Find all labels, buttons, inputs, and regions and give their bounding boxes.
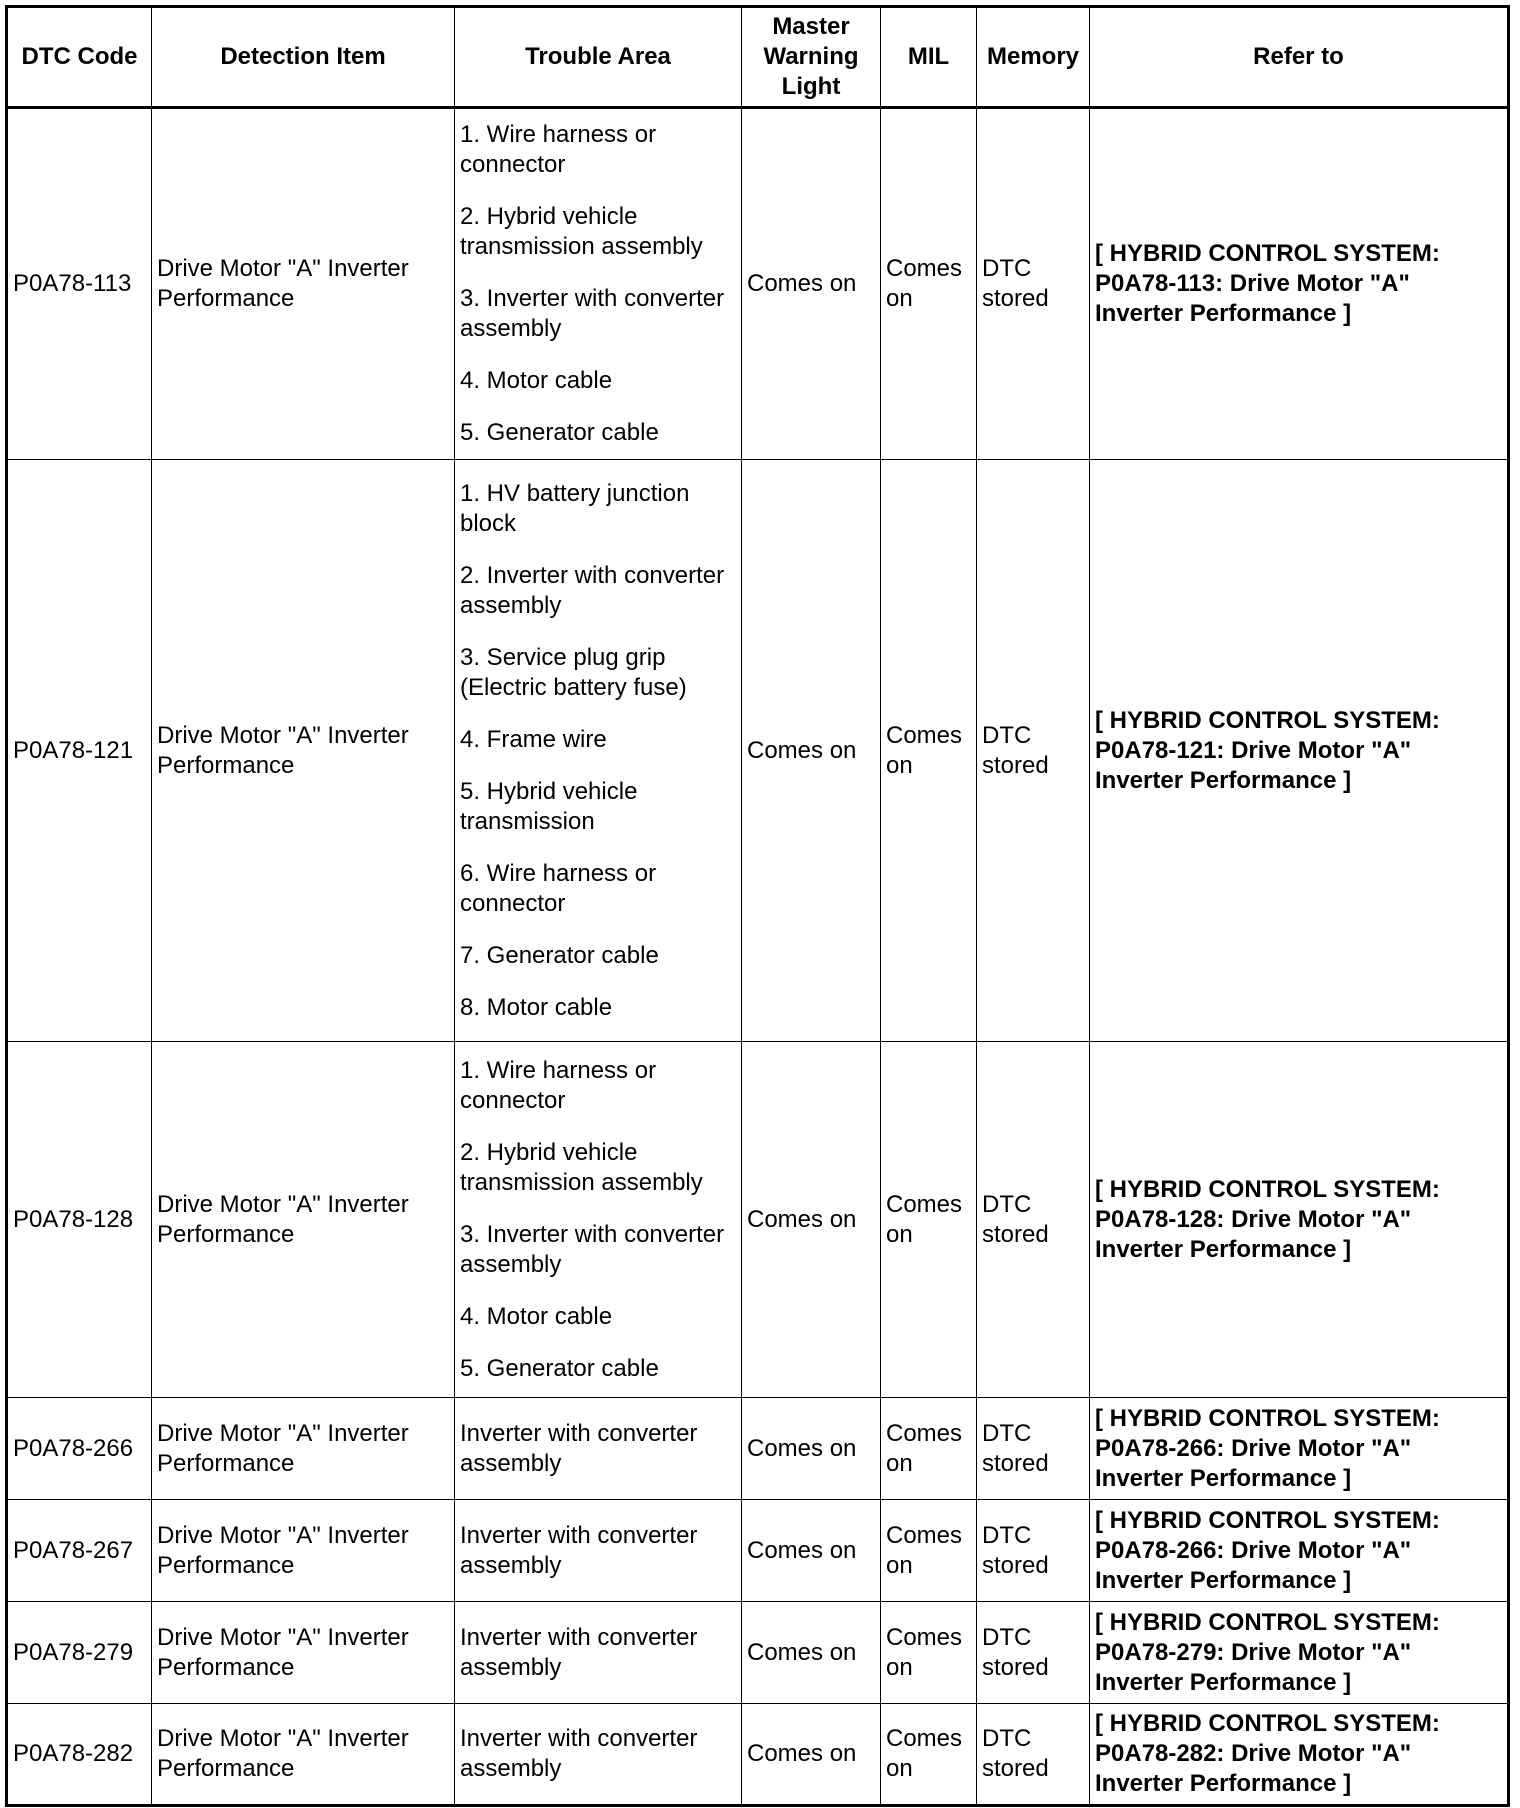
trouble-area-cell	[455, 108, 742, 460]
dtc-code-cell: P0A78-128	[7, 1042, 152, 1398]
trouble-area-cell	[455, 1398, 742, 1500]
trouble-area-cell	[455, 1602, 742, 1704]
trouble-area-list	[460, 1056, 736, 1384]
detection-item-cell: Drive Motor "A" Inverter Performance	[152, 1500, 455, 1602]
detection-item-cell: Drive Motor "A" Inverter Performance	[152, 1704, 455, 1806]
trouble-area-list	[460, 120, 736, 448]
master-warning-light-cell: Comes on	[742, 1704, 881, 1806]
trouble-area-item: Inverter with converter assembly	[460, 1521, 698, 1579]
trouble-area-item: 8. Motor cable	[460, 993, 613, 1021]
header-master-warning-light: Master Warning Light	[742, 7, 881, 108]
refer-to-cell: [ HYBRID CONTROL SYSTEM: P0A78-113: Drive Motor "A" Inverter Performance ]	[1090, 108, 1509, 460]
trouble-area-item: 1. Wire harness or connector	[460, 121, 657, 178]
mil-cell: Comes on	[881, 108, 977, 460]
memory-cell: DTC stored	[977, 1042, 1090, 1398]
refer-to-cell: [ HYBRID CONTROL SYSTEM: P0A78-121: Drive Motor "A" Inverter Performance ]	[1090, 460, 1509, 1042]
memory-cell: DTC stored	[977, 1704, 1090, 1806]
table-header	[7, 7, 1509, 108]
master-warning-light-cell: Comes on	[742, 1398, 881, 1500]
header-refer-to: Refer to	[1090, 7, 1509, 108]
master-warning-light-cell: Comes on	[742, 108, 881, 460]
trouble-area-item: 1. Wire harness or connector	[460, 1056, 657, 1114]
mil-cell: Comes on	[881, 1398, 977, 1500]
detection-item-cell: Drive Motor "A" Inverter Performance	[152, 1398, 455, 1500]
trouble-area-item: Inverter with converter assembly	[460, 1623, 698, 1681]
trouble-area-item: 6. Wire harness or connector	[460, 859, 657, 917]
trouble-area-item: Inverter with converter assembly	[460, 1419, 698, 1477]
refer-to-cell: [ HYBRID CONTROL SYSTEM: P0A78-266: Drive Motor "A" Inverter Performance ]	[1090, 1398, 1509, 1500]
trouble-area-item: 7. Generator cable	[460, 941, 659, 969]
trouble-area-list	[460, 479, 736, 1023]
dtc-code-cell: P0A78-121	[7, 460, 152, 1042]
trouble-area-list	[460, 1521, 736, 1581]
trouble-area-item: 3. Inverter with converter assembly	[460, 1220, 725, 1278]
table-row	[7, 460, 1509, 1042]
mil-cell: Comes on	[881, 460, 977, 1042]
trouble-area-item: 4. Frame wire	[460, 725, 607, 753]
trouble-area-list	[460, 1623, 736, 1683]
dtc-code-cell: P0A78-267	[7, 1500, 152, 1602]
trouble-area-item: 2. Inverter with converter assembly	[460, 561, 725, 619]
trouble-area-list	[460, 1419, 736, 1479]
trouble-area-item: Inverter with converter assembly	[460, 1725, 698, 1782]
table-row	[7, 1042, 1509, 1398]
trouble-area-item: 3. Inverter with converter assembly	[460, 285, 725, 342]
master-warning-light-cell: Comes on	[742, 1042, 881, 1398]
trouble-area-item: 5. Generator cable	[460, 419, 659, 446]
mil-cell: Comes on	[881, 1500, 977, 1602]
trouble-area-item: 2. Hybrid vehicle transmission assembly	[460, 203, 703, 260]
detection-item-cell: Drive Motor "A" Inverter Performance	[152, 1602, 455, 1704]
dtc-table	[5, 5, 1510, 1807]
trouble-area-cell	[455, 1042, 742, 1398]
refer-to-cell: [ HYBRID CONTROL SYSTEM: P0A78-282: Drive Motor "A" Inverter Performance ]	[1090, 1704, 1509, 1806]
trouble-area-item: 1. HV battery junction block	[460, 479, 690, 537]
trouble-area-item: 4. Motor cable	[460, 1302, 613, 1330]
trouble-area-item: 4. Motor cable	[460, 367, 613, 394]
detection-item-cell: Drive Motor "A" Inverter Performance	[152, 460, 455, 1042]
trouble-area-item: 2. Hybrid vehicle transmission assembly	[460, 1138, 703, 1196]
table-row	[7, 1704, 1509, 1806]
memory-cell: DTC stored	[977, 1602, 1090, 1704]
mil-cell: Comes on	[881, 1602, 977, 1704]
header-memory: Memory	[977, 7, 1090, 108]
table-body	[7, 108, 1509, 1806]
trouble-area-item: 3. Service plug grip (Electric battery fuse)	[460, 643, 687, 701]
table-row	[7, 108, 1509, 460]
mil-cell: Comes on	[881, 1704, 977, 1806]
dtc-code-cell: P0A78-266	[7, 1398, 152, 1500]
refer-to-cell: [ HYBRID CONTROL SYSTEM: P0A78-266: Drive Motor "A" Inverter Performance ]	[1090, 1500, 1509, 1602]
trouble-area-cell	[455, 460, 742, 1042]
dtc-code-cell: P0A78-113	[7, 108, 152, 460]
refer-to-cell: [ HYBRID CONTROL SYSTEM: P0A78-128: Drive Motor "A" Inverter Performance ]	[1090, 1042, 1509, 1398]
refer-to-cell: [ HYBRID CONTROL SYSTEM: P0A78-279: Drive Motor "A" Inverter Performance ]	[1090, 1602, 1509, 1704]
dtc-code-cell: P0A78-282	[7, 1704, 152, 1806]
master-warning-light-cell: Comes on	[742, 1602, 881, 1704]
detection-item-cell: Drive Motor "A" Inverter Performance	[152, 108, 455, 460]
header-detection-item: Detection Item	[152, 7, 455, 108]
trouble-area-cell	[455, 1704, 742, 1806]
table-row	[7, 1500, 1509, 1602]
trouble-area-cell	[455, 1500, 742, 1602]
trouble-area-list	[460, 1724, 736, 1784]
table-row	[7, 1398, 1509, 1500]
header-row	[7, 7, 1509, 108]
memory-cell: DTC stored	[977, 1398, 1090, 1500]
detection-item-cell: Drive Motor "A" Inverter Performance	[152, 1042, 455, 1398]
header-trouble-area: Trouble Area	[455, 7, 742, 108]
memory-cell: DTC stored	[977, 1500, 1090, 1602]
dtc-code-cell: P0A78-279	[7, 1602, 152, 1704]
trouble-area-item: 5. Hybrid vehicle transmission	[460, 777, 638, 835]
memory-cell: DTC stored	[977, 460, 1090, 1042]
memory-cell: DTC stored	[977, 108, 1090, 460]
header-mil: MIL	[881, 7, 977, 108]
table-row	[7, 1602, 1509, 1704]
mil-cell: Comes on	[881, 1042, 977, 1398]
master-warning-light-cell: Comes on	[742, 460, 881, 1042]
header-dtc-code: DTC Code	[7, 7, 152, 108]
trouble-area-item: 5. Generator cable	[460, 1354, 659, 1382]
master-warning-light-cell: Comes on	[742, 1500, 881, 1602]
